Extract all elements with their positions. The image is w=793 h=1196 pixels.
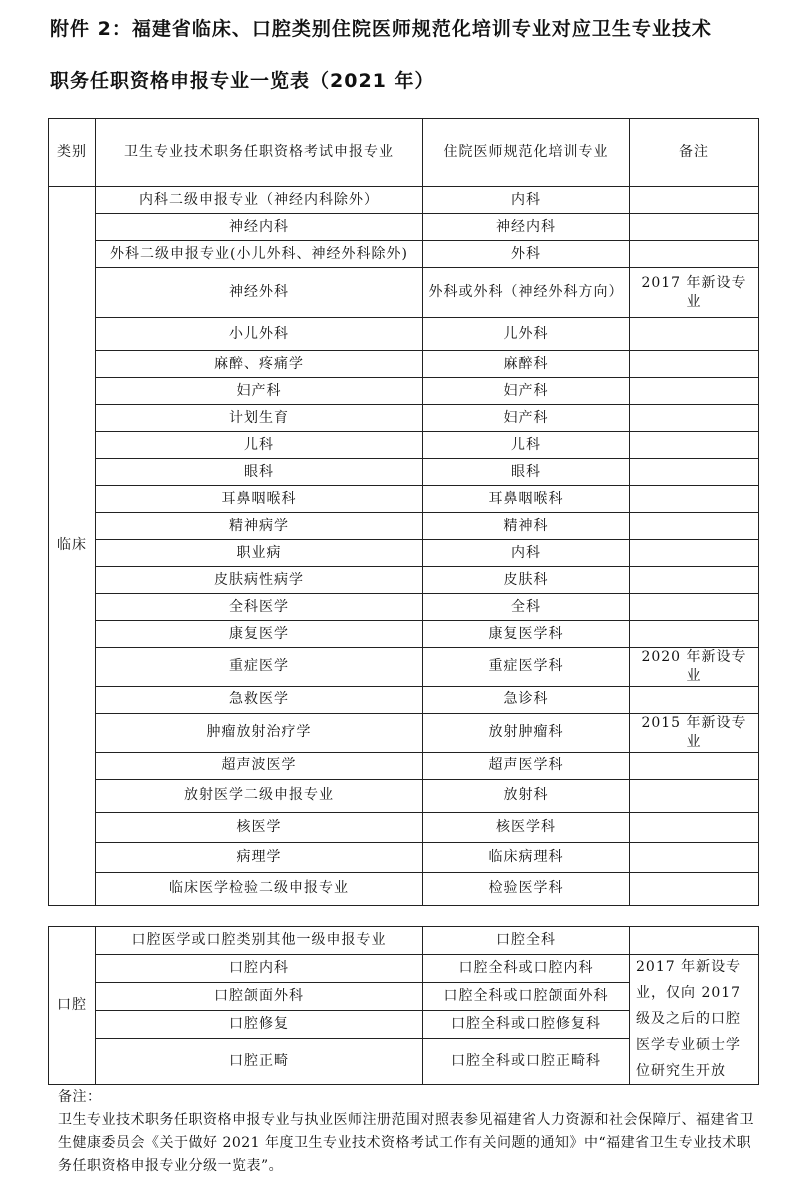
exam-major-cell: 内科二级申报专业（神经内科除外） [96,187,423,214]
table-row [49,872,759,905]
training-major-cell: 口腔全科或口腔正畸科 [423,1039,630,1085]
table-row [49,405,759,432]
exam-major-cell: 肿瘤放射治疗学 [96,713,423,752]
remark-cell [630,812,759,842]
table-row [49,214,759,241]
training-major-cell: 皮肤科 [423,567,630,594]
training-major-cell: 检验医学科 [423,872,630,905]
remark-cell [630,686,759,713]
oral-remark-cell: 2017 年新设专业，仅向 2017 级及之后的口腔医学专业硕士学位研究生开放 [630,955,759,1085]
exam-major-cell: 核医学 [96,812,423,842]
remark-cell [630,351,759,378]
exam-major-cell: 计划生育 [96,405,423,432]
table-row [49,241,759,268]
table-header-row [49,119,759,187]
table-row [49,459,759,486]
table-row [49,351,759,378]
training-major-cell: 妇产科 [423,378,630,405]
training-major-cell: 神经内科 [423,214,630,241]
training-major-cell: 超声医学科 [423,752,630,779]
exam-major-cell: 临床医学检验二级申报专业 [96,872,423,905]
remark-cell [630,927,759,955]
table-row [49,713,759,752]
category-cell-clinical: 临床 [49,187,96,906]
table-row [49,486,759,513]
exam-major-cell: 全科医学 [96,594,423,621]
exam-major-cell: 小儿外科 [96,318,423,351]
exam-major-cell: 口腔正畸 [96,1039,423,1085]
remark-cell [630,187,759,214]
training-major-cell: 儿外科 [423,318,630,351]
exam-major-cell: 职业病 [96,540,423,567]
training-major-cell: 麻醉科 [423,351,630,378]
exam-major-cell: 精神病学 [96,513,423,540]
training-major-cell: 耳鼻咽喉科 [423,486,630,513]
table-row [49,842,759,872]
training-major-cell: 内科 [423,540,630,567]
exam-major-cell: 康复医学 [96,621,423,648]
remark-cell [630,214,759,241]
training-major-cell: 眼科 [423,459,630,486]
remark-cell [630,779,759,812]
header-remark: 备注 [630,119,759,187]
remark-cell [630,872,759,905]
remark-cell [630,594,759,621]
table-row [49,187,759,214]
training-major-cell: 放射科 [423,779,630,812]
training-major-cell: 全科 [423,594,630,621]
table-row [49,540,759,567]
table-row [49,927,759,955]
table-row [49,955,759,983]
exam-major-cell: 皮肤病性病学 [96,567,423,594]
training-major-cell: 口腔全科或口腔内科 [423,955,630,983]
table-row [49,318,759,351]
remark-cell [630,752,759,779]
remark-cell [630,540,759,567]
exam-major-cell: 超声波医学 [96,752,423,779]
exam-major-cell: 外科二级申报专业(小儿外科、神经外科除外) [96,241,423,268]
remark-cell [630,621,759,648]
exam-major-cell: 神经内科 [96,214,423,241]
exam-major-cell: 口腔内科 [96,955,423,983]
remark-cell [630,378,759,405]
training-major-cell: 口腔全科或口腔颌面外科 [423,983,630,1011]
training-major-cell: 核医学科 [423,812,630,842]
exam-major-cell: 口腔医学或口腔类别其他一级申报专业 [96,927,423,955]
exam-major-cell: 口腔修复 [96,1011,423,1039]
remark-cell [630,842,759,872]
table-row [49,648,759,687]
exam-major-cell: 神经外科 [96,268,423,318]
remark-cell: 2015 年新设专业 [630,713,759,752]
table-row [49,594,759,621]
header-training-major: 住院医师规范化培训专业 [423,119,630,187]
category-cell-oral: 口腔 [49,927,96,1085]
exam-major-cell: 妇产科 [96,378,423,405]
header-exam-major: 卫生专业技术职务任职资格考试申报专业 [96,119,423,187]
training-major-cell: 重症医学科 [423,648,630,687]
training-major-cell: 精神科 [423,513,630,540]
training-major-cell: 康复医学科 [423,621,630,648]
exam-major-cell: 急救医学 [96,686,423,713]
table-row [49,432,759,459]
header-category: 类别 [49,119,96,187]
document-title-line-1: 附件 2：福建省临床、口腔类别住院医师规范化培训专业对应卫生专业技术 [50,18,712,40]
notes-section [58,1086,758,1178]
exam-major-cell: 病理学 [96,842,423,872]
training-major-cell: 儿科 [423,432,630,459]
notes-text: 卫生专业技术职务任职资格申报专业与执业医师注册范围对照表参见福建省人力资源和社会保障厅、福建省卫生健康委员会《关于做好 2021 年度卫生专业技术资格考试工作有关问题的通知》中“福建省卫生专业技术职务任职资格申报专业分级一览表”。 [58,1112,754,1175]
notes-label: 备注： [58,1089,102,1105]
table-row [49,513,759,540]
exam-major-cell: 放射医学二级申报专业 [96,779,423,812]
exam-major-cell: 眼科 [96,459,423,486]
remark-cell [630,486,759,513]
remark-cell: 2020 年新设专业 [630,648,759,687]
remark-cell [630,513,759,540]
table-row [49,378,759,405]
table-row [49,567,759,594]
table-row [49,621,759,648]
training-major-cell: 急诊科 [423,686,630,713]
exam-major-cell: 儿科 [96,432,423,459]
training-major-cell: 临床病理科 [423,842,630,872]
remark-cell [630,432,759,459]
remark-cell [630,405,759,432]
clinical-table [48,118,759,906]
remark-cell [630,318,759,351]
exam-major-cell: 耳鼻咽喉科 [96,486,423,513]
training-major-cell: 妇产科 [423,405,630,432]
table-row [49,812,759,842]
exam-major-cell: 口腔颌面外科 [96,983,423,1011]
document-title-line-2: 职务任职资格申报专业一览表（2021 年） [50,70,435,92]
remark-cell [630,567,759,594]
training-major-cell: 口腔全科 [423,927,630,955]
remark-cell: 2017 年新设专业 [630,268,759,318]
remark-cell [630,241,759,268]
oral-table [48,926,759,1085]
remark-cell [630,459,759,486]
training-major-cell: 口腔全科或口腔修复科 [423,1011,630,1039]
table-row [49,779,759,812]
table-row [49,268,759,318]
table-row [49,752,759,779]
exam-major-cell: 重症医学 [96,648,423,687]
training-major-cell: 内科 [423,187,630,214]
table-row [49,686,759,713]
training-major-cell: 放射肿瘤科 [423,713,630,752]
exam-major-cell: 麻醉、疼痛学 [96,351,423,378]
training-major-cell: 外科或外科（神经外科方向） [423,268,630,318]
training-major-cell: 外科 [423,241,630,268]
